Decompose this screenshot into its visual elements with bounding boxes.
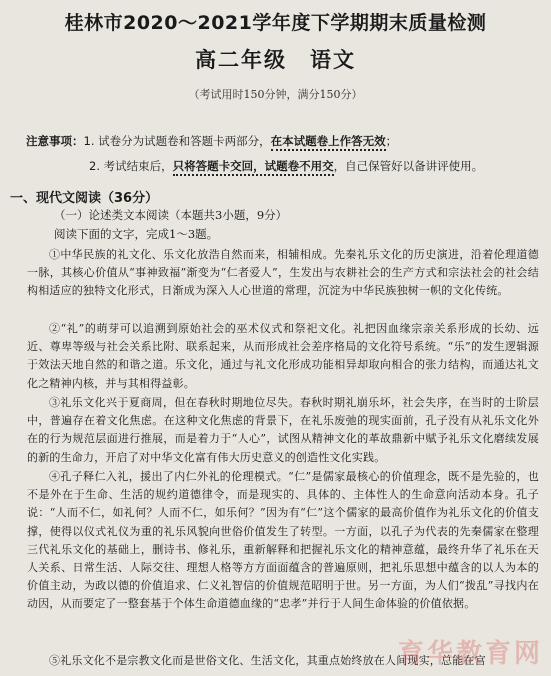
notice-item-2 (89, 157, 551, 175)
notice-item1-end: ； (385, 134, 398, 148)
subsection-heading: （一）论述类文本阅读（本题共3小题，9分） (54, 208, 288, 222)
paragraph-1: ①中华民族的礼文化、乐文化放浩自然而来，相辅相成。先秦礼乐文化的历史演进，沿着伦理道德一脉，其核心价值从“事神致福”渐变为“仁者爱人”，生发出与农耕社会的生产方式和宗法社会的社会结构相适应的独特文化形式，日渐成为深入人心世道的常理，沉淀为中华民族独树一帜的文化传统。 (27, 248, 539, 298)
exam-info: （考试用时150分钟，满分150分） (188, 88, 363, 101)
paragraph-2: ②“礼”的萌芽可以追溯到原始社会的巫术仪式和祭祀文化。礼把因血缘宗亲关系形成的长幼、远近、尊卑等级与社会关系比附、联系起来，从而形成社会差序格局的文化符号系统。“乐”的发生逻辑源于效法天地自然的和谐之道。乐文化，通过与礼文化形成功能相异却取向相合的张力结构，而通达礼文化之精神内核，并与其相得益彰。 (27, 322, 539, 390)
paragraph-3: ③礼乐文化兴于夏商周，但在春秋时期地位尽失。春秋时期礼崩乐坏，社会失序，在当时的士阶层中，普遍存在着文化焦虑。在这种文化焦虑的背景下，在礼乐废弛的现实面前，孔子没有从礼乐文化外在的行为规范层面进行推展，而是着力于“人心”，试图从精神文化的革故鼎新中赋予礼乐文化磨续发展的新的生命力，开启了对中华文化富有伟大历史意义的创造性文化实践。 (27, 396, 539, 464)
exam-title: 桂林市2020～2021学年度下学期期末质量检测 (64, 12, 487, 34)
reading-instruction: 阅读下面的文字，完成1～3题。 (54, 227, 219, 241)
paragraph-5: ⑤礼乐文化不是宗教文化而是世俗文化、生活文化，其重点始终放在人间现实，总能在宫 (49, 654, 486, 667)
notice-item1-text: 1. 试卷分为试题卷和答题卡两部分， (83, 134, 271, 148)
notice-item1-emphasis: 在本试题卷上作答无效 (271, 134, 386, 151)
watermark-logo: 育华教育网 (397, 639, 543, 669)
notice-item-1 (26, 132, 536, 150)
exam-subtitle: 高二年级 语文 (195, 48, 356, 72)
notice-item2-emphasis: 只将答题卡交回，试题卷不用交 (173, 159, 334, 176)
notice-item2-end: ，自己保管好以备讲评使用。 (333, 159, 484, 173)
paragraph-4: ④孔子释仁入礼，援出了内仁外礼的伦理模式。“仁”是儒家最核心的价值理念，既不是先验的，也不是外在于生命、生活的规约道德律令，而是现实的、具体的、主体性人的生命意向活动本身。孔子说：“人而不仁，如礼何？人而不仁，如乐何？”因为有“仁”这个儒家的最高价值作为礼乐文化的价值支撑，使得以仪式礼仪为重的礼乐风貌向世俗价值发生了转型。一方面，以孔子为代表的先秦儒家在整理三代礼乐文化的基础上，删诗书、修礼乐，重新解释和把握礼乐文化的精神意蕴，最终升华了礼乐在天人关系、日常生活、人际交往、理想人格等方方面面蕴含的普遍原则，把礼乐思想中蕴含的以人为本的价值主动，为政以德的价值追求、仁义礼智信的价值规范昭明于世。另一方面，为人们“拨乱”寻找内在动因，从而要定了一整套基于个体生命道德血缘的“忠孝”并行于人间生命体验的价值依据。 (27, 470, 539, 611)
notice-item2-text: 2. 考试结束后， (89, 159, 173, 173)
notice-label: 注意事项： (26, 134, 84, 148)
section-heading: 一、现代文阅读（36分） (10, 191, 159, 206)
